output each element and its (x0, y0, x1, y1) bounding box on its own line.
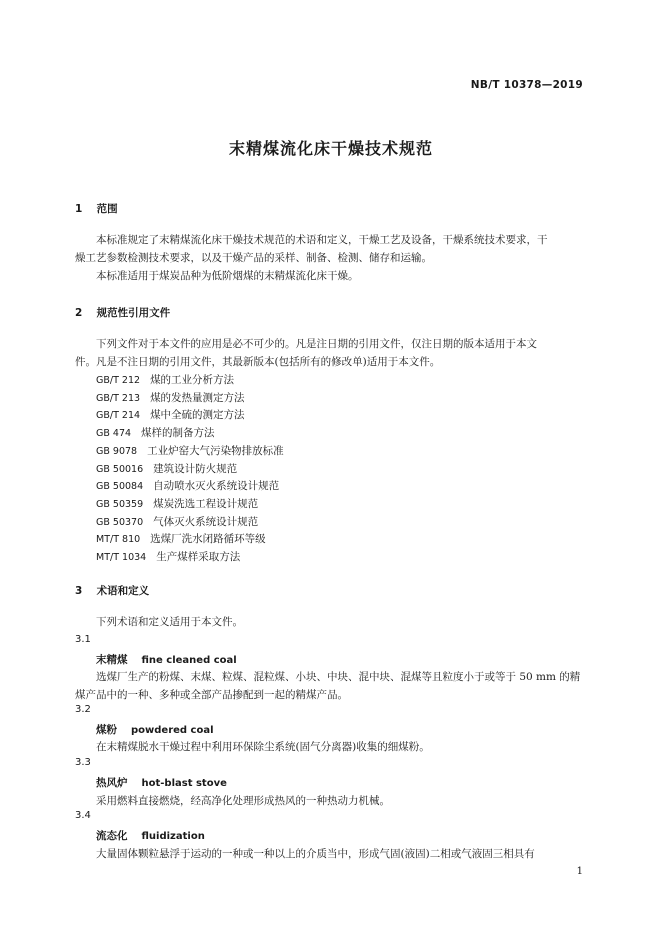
section-2-heading (75, 305, 170, 320)
reference-item: GB 50016 建筑设计防火规范 (96, 462, 238, 475)
term-zh: 末精煤 (96, 654, 128, 666)
section-title: 规范性引用文件 (96, 307, 171, 319)
section-1-heading (75, 201, 118, 216)
section-2-paragraph-1 (75, 336, 586, 371)
term-heading (96, 828, 205, 843)
section-1-paragraph-1 (75, 232, 586, 267)
term-heading (96, 652, 237, 667)
reference-item: GB 474 煤样的制备方法 (96, 427, 215, 440)
term-definition: 大量固体颗粒悬浮于运动的一种或一种以上的介质当中，形成气固(液固)二相或气液固三相具有 (96, 848, 535, 860)
term-definition (75, 669, 586, 704)
section-title: 范围 (96, 203, 118, 215)
term-definition: 在末精煤脱水干燥过程中利用环保除尘系统(固气分离器)收集的细煤粉。 (96, 741, 430, 753)
text-line: 件。凡是不注日期的引用文件，其最新版本(包括所有的修改单)适用于本文件。 (75, 355, 441, 368)
term-zh: 煤粉 (96, 724, 117, 736)
text-line: 本标准规定了末精煤流化床干燥技术规范的术语和定义，干燥工艺及设备，干燥系统技术要求，干 (96, 234, 548, 246)
reference-item: GB 50359 煤炭洗选工程设计规范 (96, 497, 259, 510)
text-line: 燥工艺参数检测技术要求，以及干燥产品的采样、制备、检测、储存和运输。 (75, 251, 432, 264)
reference-item: GB/T 214 煤中全硫的测定方法 (96, 409, 245, 422)
term-zh: 热风炉 (96, 777, 128, 789)
text-line: 下列文件对于本文件的应用是必不可少的。凡是注日期的引用文件，仅注日期的版本适用于本文 (96, 338, 537, 350)
term-en: powdered coal (131, 725, 214, 736)
section-number: 3 (75, 585, 83, 597)
text-line: 煤产品中的一种、多种或全部产品掺配到一起的精煤产品。 (75, 688, 348, 701)
clause-number: 3.3 (75, 757, 91, 768)
section-1-paragraph-2: 本标准适用于煤炭品种为低阶烟煤的末精煤流化床干燥。 (96, 270, 359, 282)
reference-item: GB 9078 工业炉窑大气污染物排放标准 (96, 444, 284, 457)
text-line: 选煤厂生产的粉煤、末煤、粒煤、混粒煤、小块、中块、混中块、混煤等且粒度小于或等于 50 mm 的精 (96, 671, 581, 683)
term-zh: 流态化 (96, 830, 128, 842)
clause-number: 3.1 (75, 634, 91, 645)
clause-number: 3.2 (75, 704, 91, 715)
reference-item: MT/T 1034 生产煤样采取方法 (96, 551, 241, 564)
document-title: 末精煤流化床干燥技术规范 (228, 139, 433, 158)
page-number: 1 (576, 866, 583, 877)
reference-item: GB/T 212 煤的工业分析方法 (96, 374, 235, 386)
normative-references-list (96, 372, 284, 567)
section-number: 1 (75, 203, 83, 215)
clause-number: 3.4 (75, 810, 91, 821)
term-heading (96, 775, 227, 790)
reference-item: GB 50370 气体灭火系统设计规范 (96, 515, 259, 528)
term-en: fluidization (141, 831, 205, 842)
term-definition: 采用燃料直接燃烧，经高净化处理形成热风的一种热动力机械。 (96, 795, 390, 807)
section-title: 术语和定义 (96, 585, 150, 597)
term-en: fine cleaned coal (141, 655, 237, 666)
term-en: hot-blast stove (141, 778, 227, 789)
section-3-heading (75, 583, 149, 598)
standard-code: NB/T 10378—2019 (470, 79, 583, 91)
reference-item: MT/T 810 选煤厂洗水闭路循环等级 (96, 533, 266, 546)
reference-item: GB 50084 自动喷水灭火系统设计规范 (96, 480, 280, 493)
reference-item: GB/T 213 煤的发热量测定方法 (96, 391, 245, 404)
term-heading (96, 722, 214, 737)
section-3-intro: 下列术语和定义适用于本文件。 (96, 616, 243, 628)
section-number: 2 (75, 307, 83, 319)
